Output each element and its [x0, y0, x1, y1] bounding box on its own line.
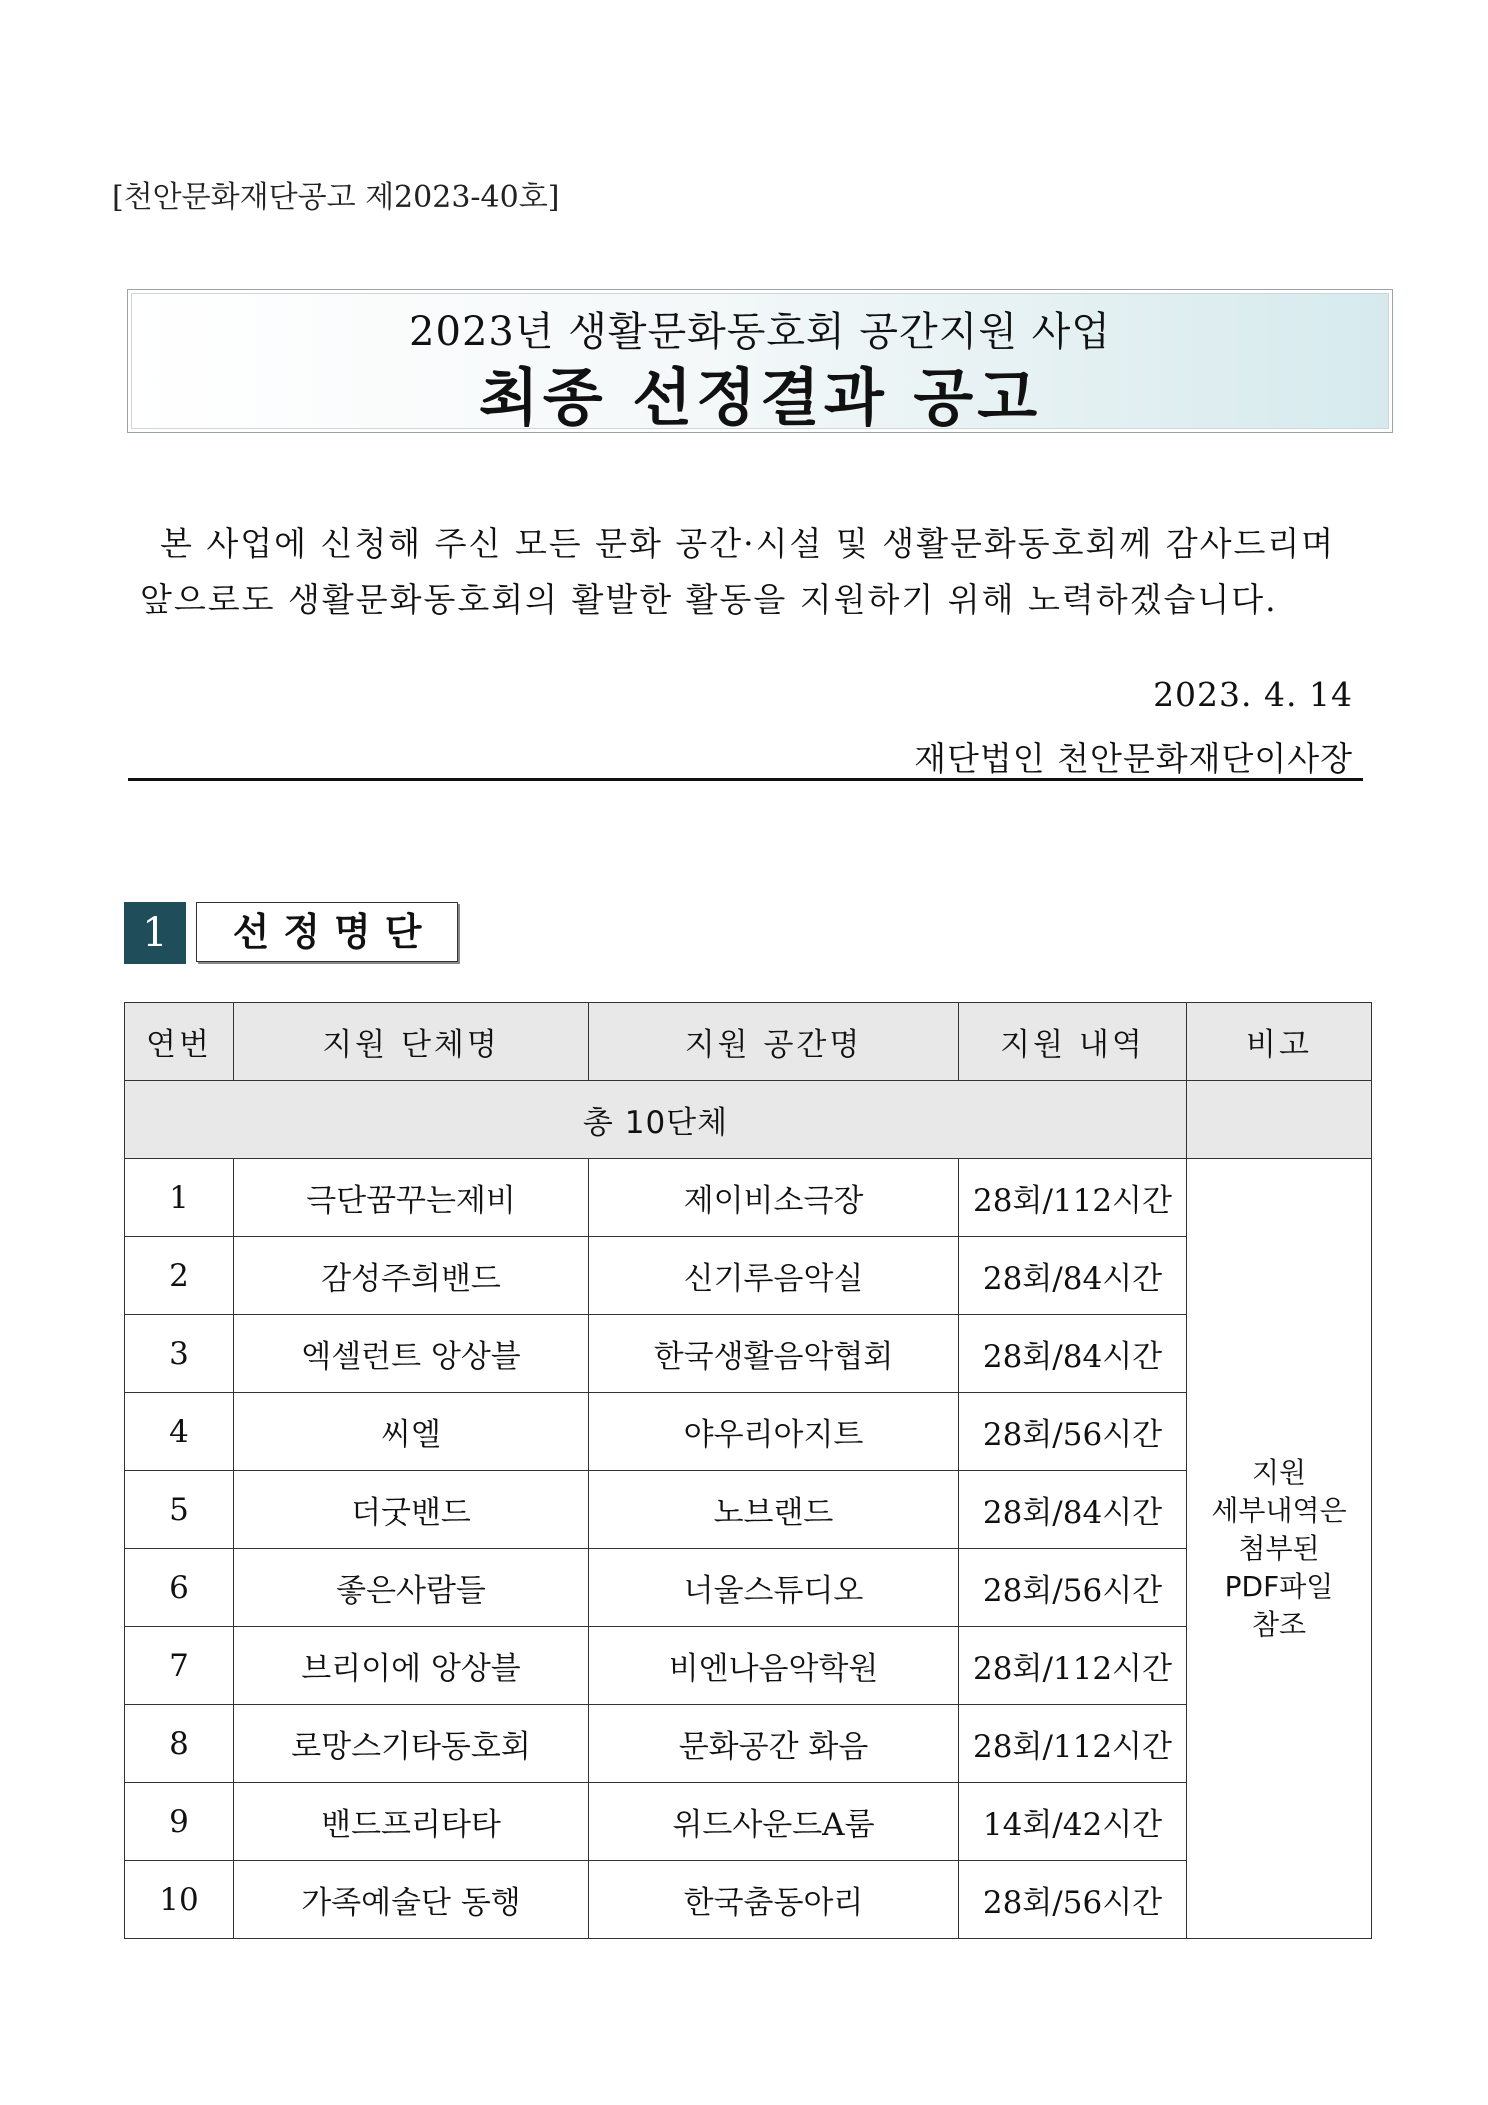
row-support: 28회/56시간 [959, 1393, 1187, 1471]
section-number-badge: 1 [124, 902, 186, 964]
row-space: 제이비소극장 [589, 1159, 959, 1237]
table-row [125, 1471, 1372, 1549]
notice-date: 2023. 4. 14 [1153, 675, 1353, 714]
table-row [125, 1159, 1372, 1237]
selection-table [124, 1002, 1372, 1939]
table-row [125, 1627, 1372, 1705]
row-space: 노브랜드 [589, 1471, 959, 1549]
table-row [125, 1237, 1372, 1315]
table-header-row [125, 1003, 1372, 1081]
row-number: 8 [125, 1705, 234, 1783]
table-row [125, 1549, 1372, 1627]
table-row [125, 1705, 1372, 1783]
remarks-line: PDF파일 [1224, 1569, 1334, 1603]
row-space: 한국춤동아리 [589, 1861, 959, 1939]
row-support: 28회/84시간 [959, 1315, 1187, 1393]
remarks-line: 세부내역은 [1211, 1493, 1347, 1527]
row-space: 한국생활음악협회 [589, 1315, 959, 1393]
row-support: 28회/56시간 [959, 1549, 1187, 1627]
table-row [125, 1315, 1372, 1393]
page-title: 최종 선정결과 공고 [478, 361, 1042, 434]
intro-line-2: 앞으로도 생활문화동호회의 활발한 활동을 지원하기 위해 노력하겠습니다. [140, 580, 1278, 619]
total-note-cell [1187, 1081, 1372, 1159]
total-row [125, 1081, 1372, 1159]
row-space: 비엔나음악학원 [589, 1627, 959, 1705]
row-number: 4 [125, 1393, 234, 1471]
total-label: 총 10단체 [125, 1081, 1187, 1159]
row-group: 가족예술단 동행 [234, 1861, 589, 1939]
header-number: 연번 [125, 1003, 234, 1081]
row-number: 6 [125, 1549, 234, 1627]
table-row [125, 1783, 1372, 1861]
header-space: 지원 공간명 [589, 1003, 959, 1081]
header-note: 비고 [1187, 1003, 1372, 1081]
row-space: 야우리아지트 [589, 1393, 959, 1471]
row-group: 씨엘 [234, 1393, 589, 1471]
row-number: 2 [125, 1237, 234, 1315]
row-group: 브리이에 앙상블 [234, 1627, 589, 1705]
table-row [125, 1393, 1372, 1471]
row-support: 28회/112시간 [959, 1627, 1187, 1705]
row-support: 28회/112시간 [959, 1705, 1187, 1783]
row-support: 28회/56시간 [959, 1861, 1187, 1939]
row-number: 3 [125, 1315, 234, 1393]
row-space: 신기루음악실 [589, 1237, 959, 1315]
notice-number: [천안문화재단공고 제2023-40호] [112, 180, 560, 215]
row-space: 너울스튜디오 [589, 1549, 959, 1627]
remarks-cell [1187, 1159, 1372, 1939]
row-number: 1 [125, 1159, 234, 1237]
header-support: 지원 내역 [959, 1003, 1187, 1081]
intro-line-1: 본 사업에 신청해 주신 모든 문화 공간·시설 및 생활문화동호회께 감사드리며 [160, 524, 1336, 563]
row-support: 14회/42시간 [959, 1783, 1187, 1861]
header-group: 지원 단체명 [234, 1003, 589, 1081]
title-subheading: 2023년 생활문화동호회 공간지원 사업 [409, 309, 1111, 355]
row-space: 위드사운드A룸 [589, 1783, 959, 1861]
row-group: 더굿밴드 [234, 1471, 589, 1549]
row-support: 28회/84시간 [959, 1471, 1187, 1549]
remarks-line: 참조 [1251, 1607, 1307, 1641]
table-row [125, 1861, 1372, 1939]
signature-rule [128, 778, 1363, 781]
row-number: 5 [125, 1471, 234, 1549]
remarks-line: 지원 [1251, 1455, 1307, 1489]
title-box [127, 289, 1393, 433]
row-group: 로망스기타동호회 [234, 1705, 589, 1783]
row-support: 28회/112시간 [959, 1159, 1187, 1237]
row-number: 9 [125, 1783, 234, 1861]
section-title: 선정명단 [196, 902, 458, 962]
row-number: 7 [125, 1627, 234, 1705]
row-group: 감성주희밴드 [234, 1237, 589, 1315]
row-number: 10 [125, 1861, 234, 1939]
row-group: 극단꿈꾸는제비 [234, 1159, 589, 1237]
row-support: 28회/84시간 [959, 1237, 1187, 1315]
remarks-line: 첨부된 [1238, 1531, 1320, 1565]
row-group: 엑셀런트 앙상블 [234, 1315, 589, 1393]
row-group: 밴드프리타타 [234, 1783, 589, 1861]
row-group: 좋은사람들 [234, 1549, 589, 1627]
signer: 재단법인 천안문화재단이사장 [914, 739, 1353, 778]
row-space: 문화공간 화음 [589, 1705, 959, 1783]
